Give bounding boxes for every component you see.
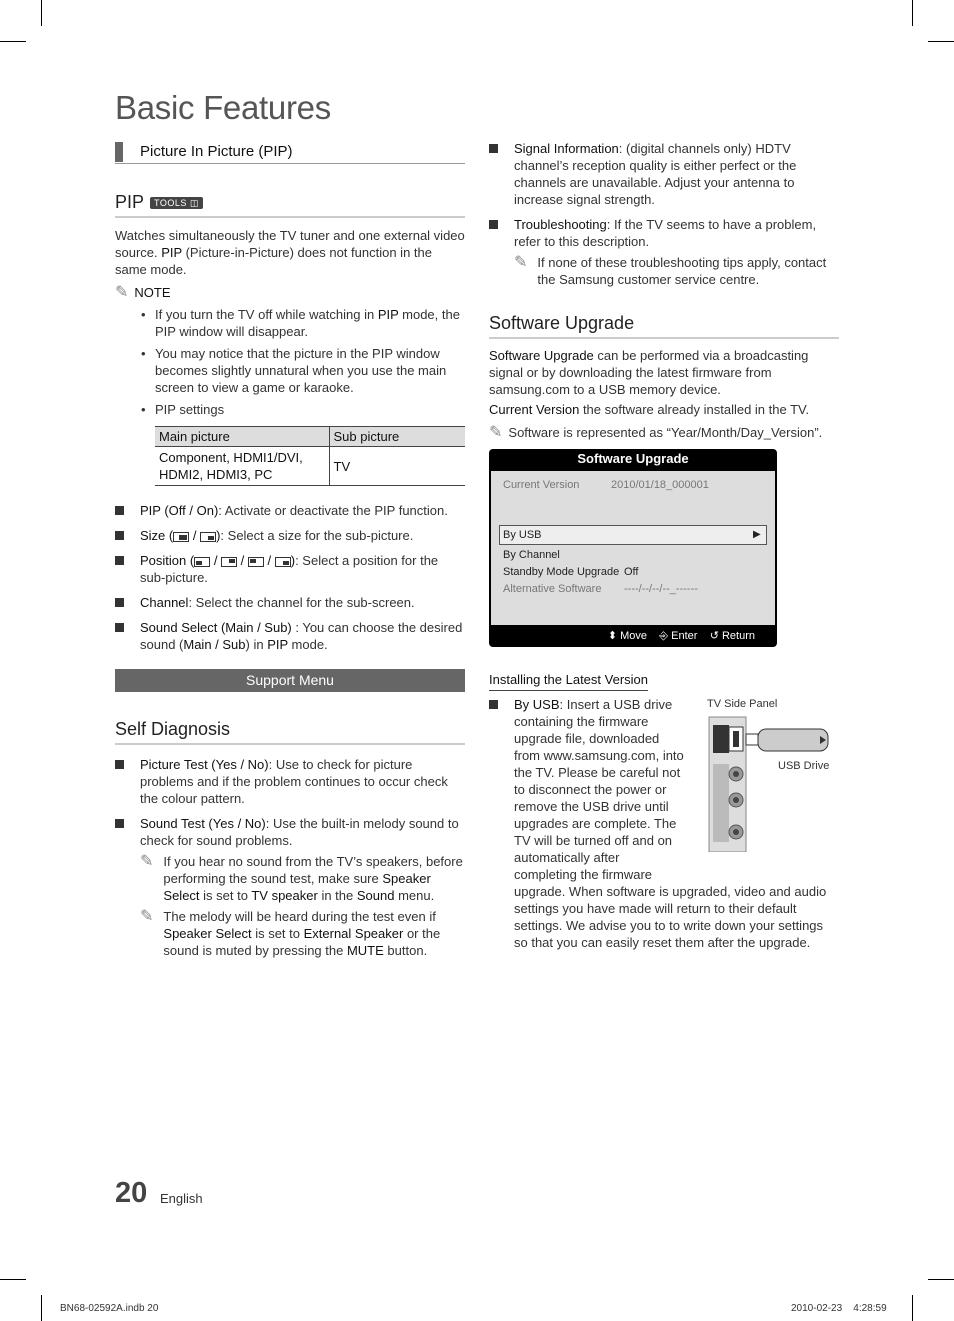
text-bold: Current Version <box>489 402 580 417</box>
text: If you turn the TV off while watching in <box>155 307 378 322</box>
list-item-troubleshooting <box>489 216 839 250</box>
note-text: Software is represented as “Year/Month/Day_Version”. <box>508 425 823 440</box>
table-header-row <box>155 427 465 447</box>
note-text <box>163 908 465 959</box>
list-item <box>141 306 465 340</box>
text: or the sound is muted by pressing the <box>163 926 441 958</box>
print-date-info: 2010-02-23 4:28:59 <box>791 1303 887 1314</box>
text: is set to <box>199 888 252 903</box>
pencil-icon: ✎ <box>140 853 154 870</box>
sound-test-note-1 <box>140 853 465 904</box>
text-bold: Sound Test (Yes / No) <box>140 816 266 831</box>
osd-title: Software Upgrade <box>577 451 689 466</box>
square-bullet-icon <box>115 598 124 607</box>
text-bold: PIP <box>161 245 182 260</box>
software-upgrade-osd <box>489 449 777 647</box>
osd-alternative-software: Alternative Software <box>503 583 602 595</box>
square-bullet-icon <box>115 556 124 565</box>
osd-alternative-value: ----/--/--/--_------ <box>624 583 698 595</box>
crop-mark <box>928 1279 954 1280</box>
software-upgrade-title: Software Upgrade <box>489 312 839 339</box>
position-bottom-right-icon <box>275 557 291 567</box>
self-diagnosis-title: Self Diagnosis <box>115 718 465 745</box>
tv-side-panel-label: TV Side Panel <box>707 698 778 710</box>
text-bold: External Speaker <box>303 926 404 941</box>
tools-badge-text: TOOLS <box>154 198 187 209</box>
version-format-note <box>489 424 839 441</box>
crop-mark <box>0 1279 26 1280</box>
note-label: NOTE <box>134 285 171 300</box>
table-row <box>155 447 465 486</box>
sound-test-note-2 <box>140 908 465 959</box>
note-header <box>115 284 465 301</box>
text-bold: Speaker Select <box>163 926 252 941</box>
text: : Activate or deactivate the PIP function. <box>218 503 448 518</box>
square-bullet-icon <box>115 506 124 515</box>
support-menu-banner: Support Menu <box>115 669 465 692</box>
text-bold: PIP <box>377 307 399 322</box>
text: : (digital channels only) HDTV channel’s reception quality is either perfect or the channels are unavailable. Adjust your antenna to increase signal strength. <box>514 141 797 207</box>
usb-drive-icon <box>746 734 758 745</box>
text: : Use the built-in melody sound to check for sound problems. <box>140 816 459 848</box>
list-item-signal-information <box>489 140 839 208</box>
text: (Picture-in-Picture) does not function in the same mode. <box>115 245 432 277</box>
note-text <box>163 853 465 904</box>
right-column <box>489 140 839 951</box>
osd-enter-label: Enter <box>671 630 698 642</box>
square-bullet-icon <box>115 819 124 828</box>
square-bullet-icon <box>489 700 498 709</box>
osd-move-label: Move <box>620 630 648 642</box>
text-bold: Speaker Select <box>163 871 431 903</box>
crop-mark <box>41 0 42 26</box>
usb-port-icon <box>713 725 729 753</box>
pip-title-text: PIP <box>115 192 145 212</box>
usb-drive-label: USB Drive <box>778 760 830 772</box>
left-column <box>115 140 465 959</box>
crop-mark <box>928 41 954 42</box>
installing-heading: Installing the Latest Version <box>489 671 648 691</box>
text-bold: Size ( <box>140 528 174 543</box>
text-bold: Sound <box>356 888 395 903</box>
position-top-right-icon <box>221 557 237 567</box>
size-small-icon <box>200 532 216 542</box>
text: : Use to check for picture problems and if the problem continues to occur check the colour pattern. <box>140 757 448 806</box>
enter-icon: ⎆ <box>659 630 669 642</box>
list-item-sound-test <box>115 815 465 849</box>
crop-mark <box>0 41 26 42</box>
text: mode, the PIP window will disappear. <box>155 307 460 339</box>
text: PIP settings <box>155 402 225 417</box>
note-list <box>141 306 465 418</box>
osd-standby-option[interactable]: Standby Mode Upgrade <box>503 566 620 578</box>
list-item-channel <box>115 594 465 611</box>
table-cell: TV <box>329 447 465 486</box>
text: : Select a position for the sub-picture. <box>140 553 439 585</box>
by-usb-block <box>489 696 839 951</box>
text-bold: Main / Sub <box>183 637 246 652</box>
text-bold: Sound Select (Main / Sub) <box>140 620 292 635</box>
text: Watches simultaneously the TV tuner and one external video source. <box>115 228 465 260</box>
osd-by-channel-option[interactable]: By Channel <box>503 549 560 561</box>
text-bold: By USB <box>514 697 560 712</box>
osd-footer <box>489 625 777 647</box>
troubleshooting-note <box>514 254 839 288</box>
section-heading-text: Picture In Picture (PIP) <box>140 143 293 160</box>
crop-mark <box>41 1295 42 1321</box>
arrow-right-icon: ▶ <box>753 529 761 540</box>
list-item-size <box>115 527 465 544</box>
list-item-sound-select <box>115 619 465 653</box>
by-usb-continued: upgrade. When software is upgraded, video and audio settings you have made will return to their default settings. We advise you to to write down your settings so that you can easily reset them after the upgrade. <box>514 884 827 950</box>
text: You may notice that the picture in the PIP window becomes slightly unnatural when you use the main screen to view a game or karaoke. <box>155 346 447 395</box>
pencil-icon: ✎ <box>140 908 154 925</box>
square-bullet-icon <box>115 623 124 632</box>
move-arrows-icon: ⬍ <box>607 630 618 642</box>
text: button. <box>383 943 428 958</box>
section-heading-pip <box>115 140 465 164</box>
heading-bar <box>115 142 123 162</box>
text: The melody will be heard during the test even if <box>163 909 436 924</box>
osd-standby-value: Off <box>624 566 639 578</box>
text-bold: Picture Test (Yes / No) <box>140 757 269 772</box>
text-bold: ) <box>290 553 296 568</box>
square-bullet-icon <box>489 220 498 229</box>
position-top-left-icon <box>248 557 264 567</box>
return-icon: ↺ <box>709 630 719 642</box>
footer-language: English <box>160 1191 203 1206</box>
text-bold: Position ( <box>140 553 195 568</box>
text-bold: Software Upgrade <box>489 348 594 363</box>
list-item-pip-on-off <box>115 502 465 519</box>
text-bold: / <box>189 528 201 543</box>
osd-current-version-value: 2010/01/18_000001 <box>611 479 709 491</box>
position-bottom-left-icon <box>194 557 210 567</box>
list-item-picture-test <box>115 756 465 807</box>
note-text: If none of these troubleshooting tips apply, contact the Samsung customer service centre. <box>537 255 827 287</box>
page-number: 20 <box>115 1177 148 1209</box>
tv-side-panel-illustration <box>708 712 832 852</box>
crop-mark <box>912 1295 913 1321</box>
pip-settings-table <box>155 426 465 486</box>
text-bold: TV speaker <box>251 888 318 903</box>
text-bold: MUTE <box>346 943 384 958</box>
software-upgrade-intro <box>489 347 839 398</box>
text-bold: / <box>210 553 222 568</box>
list-item-by-usb <box>489 696 684 883</box>
text-bold: ) <box>216 528 221 543</box>
table-cell: Component, HDMI1/DVI, HDMI2, HDMI3, PC <box>155 447 329 486</box>
text: is set to <box>251 926 304 941</box>
text: mode. <box>287 637 328 652</box>
text-bold: PIP (Off / On) <box>140 503 219 518</box>
tools-icon: ◫ <box>189 198 199 209</box>
text-bold: Troubleshooting <box>514 217 607 232</box>
table-header: Sub picture <box>329 427 465 447</box>
page-title: Basic Features <box>115 89 331 126</box>
text: ) in <box>245 637 268 652</box>
text: If you hear no sound from the TV’s speakers, before performing the sound test, make sure <box>163 854 463 886</box>
text: : Select a size for the sub-picture. <box>220 528 414 543</box>
text-bold: / <box>237 553 248 568</box>
table-header: Main picture <box>155 427 329 447</box>
osd-body <box>491 471 775 625</box>
osd-by-usb-label: By USB <box>503 529 542 541</box>
text-bold: Signal Information <box>514 141 619 156</box>
text: : You can choose the desired sound ( <box>140 620 463 652</box>
square-bullet-icon <box>115 531 124 540</box>
text: can be performed via a broadcasting signal or by downloading the latest firmware from samsung.com to a USB memory device. <box>489 348 809 397</box>
text-bold: / <box>263 553 275 568</box>
osd-current-version-label: Current Version <box>503 479 580 491</box>
text-bold: PIP <box>267 637 288 652</box>
text-bold: Channel <box>140 595 189 610</box>
list-item <box>141 345 465 396</box>
size-large-icon <box>173 532 189 542</box>
text: : Select the channel for the sub-screen. <box>188 595 415 610</box>
print-file-info: BN68-02592A.indb 20 <box>60 1303 159 1314</box>
osd-return-label: Return <box>721 630 755 642</box>
list-item <box>141 401 465 418</box>
pencil-icon: ✎ <box>115 284 129 301</box>
square-bullet-icon <box>489 144 498 153</box>
square-bullet-icon <box>115 760 124 769</box>
crop-mark <box>912 0 913 26</box>
text: menu. <box>394 888 435 903</box>
text: : Insert a USB drive containing the firmware upgrade file, downloaded from www.samsung.com, into the TV. Please be careful not to disconnect the power or remove the USB drive until upgrades are complete. The TV will be turned off and on automatically after completing the firmware <box>514 697 684 882</box>
pip-title <box>115 191 465 218</box>
text: : If the TV seems to have a problem, refer to this description. <box>514 217 817 249</box>
text: in the <box>317 888 357 903</box>
text: the software already installed in the TV. <box>579 402 810 417</box>
current-version-desc <box>489 401 839 418</box>
pencil-icon: ✎ <box>514 254 528 271</box>
pencil-icon: ✎ <box>489 424 503 441</box>
list-item-position <box>115 552 465 586</box>
pip-intro <box>115 227 465 278</box>
tools-badge <box>150 197 203 209</box>
